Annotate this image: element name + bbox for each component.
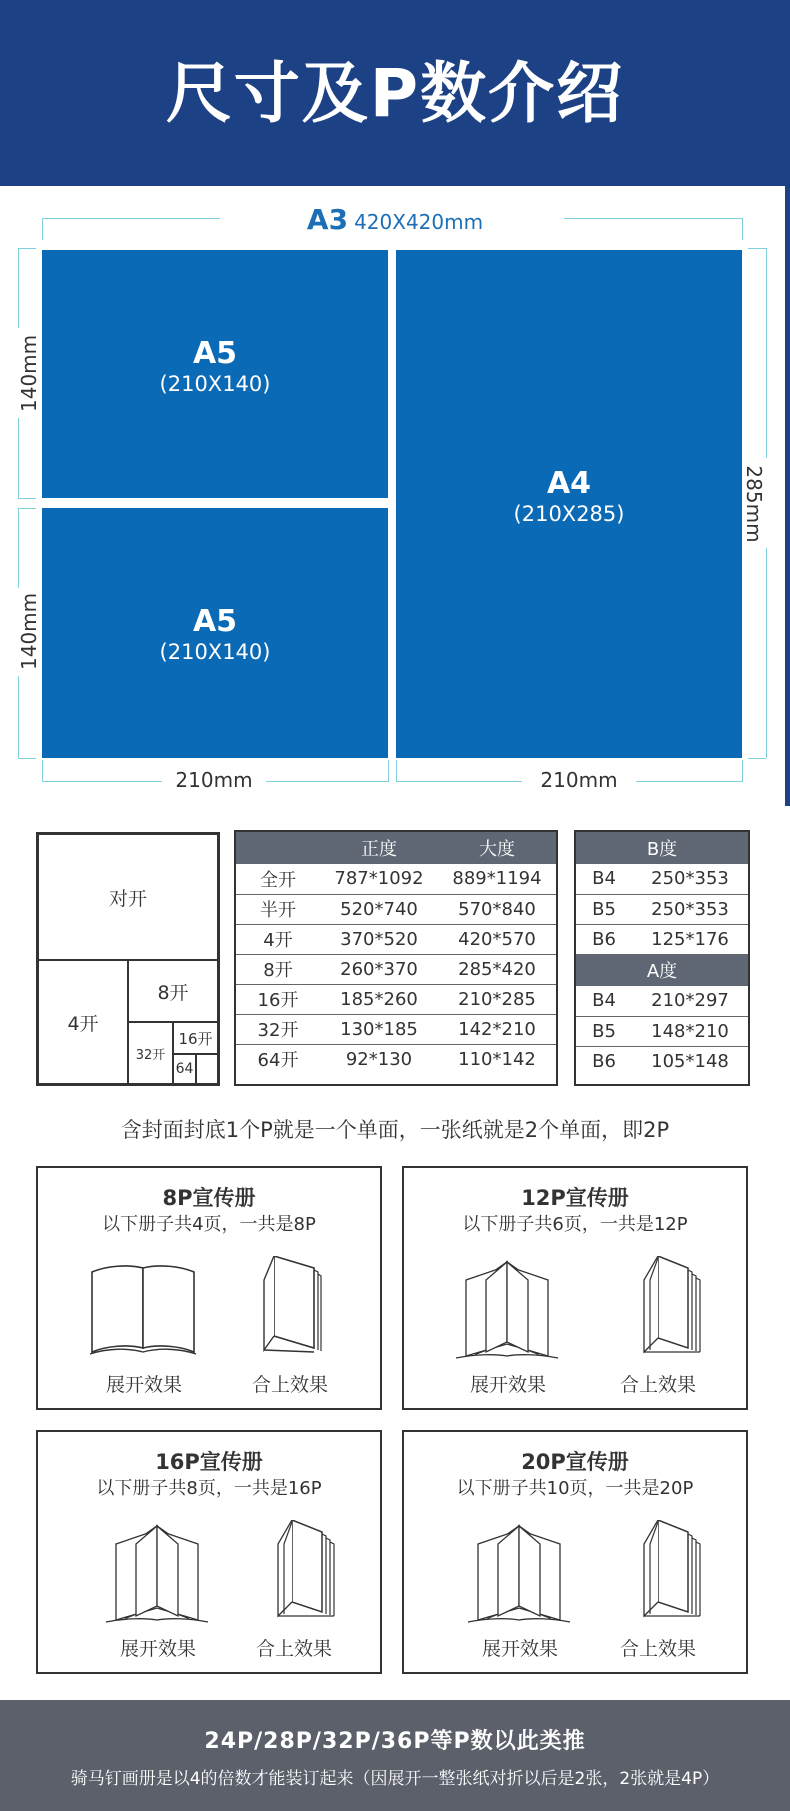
closed-booklet-icon	[630, 1520, 706, 1620]
fold-diagram	[36, 832, 220, 1086]
table-cell: 210*297	[632, 986, 748, 1016]
table-cell: 285*420	[438, 954, 556, 984]
fold-sixteenth: 16开	[173, 1022, 218, 1054]
closed-booklet-icon	[264, 1520, 340, 1620]
table-row	[576, 1046, 748, 1076]
table-header	[576, 832, 748, 864]
bracket-line	[766, 548, 767, 758]
booklet-20p	[402, 1430, 748, 1674]
table-cell: 520*740	[320, 894, 438, 924]
table-cell: 110*142	[458, 1048, 536, 1070]
table-row	[576, 986, 748, 1016]
table-header	[576, 954, 748, 986]
booklet-title: 8P宣传册	[162, 1186, 256, 1210]
a3-label	[0, 203, 790, 236]
fold-thirtysecond: 32开	[128, 1022, 173, 1084]
table-cell: 32开	[236, 1014, 320, 1044]
footer-text: 骑马钉画册是以4的倍数才能装订起来（因展开一整张纸对折以后是2张，2张就是4P）	[70, 1769, 720, 1789]
bracket-line	[42, 781, 162, 782]
size-table	[236, 832, 556, 1074]
booklet-title: 16P宣传册	[155, 1450, 263, 1474]
table-header	[236, 832, 556, 864]
table-cell: 全开	[236, 864, 320, 894]
footer-title: 24P/28P/32P/36P等P数以此类推	[204, 1729, 586, 1754]
table-row	[236, 1014, 556, 1044]
fold-sixtyfourth: 64	[173, 1054, 196, 1084]
table-row	[236, 1044, 556, 1074]
table-header-cell: 正度	[320, 832, 438, 864]
bracket-line	[766, 248, 767, 458]
panel-size: (210X140)	[159, 372, 271, 396]
bracket-tick	[18, 498, 36, 499]
table-cell: 半开	[236, 894, 320, 924]
booklet-12p	[402, 1166, 748, 1410]
table-row	[236, 924, 556, 954]
table-row	[236, 984, 556, 1014]
booklet-16p	[36, 1430, 382, 1674]
a3-size: 420X420mm	[354, 210, 484, 234]
dim-left-bottom: 140mm	[17, 592, 41, 670]
table-cell: 250*353	[632, 864, 748, 894]
closed-effect-label: 合上效果	[251, 1374, 328, 1396]
booklet-8p	[36, 1166, 382, 1410]
open-booklet-icon	[102, 1522, 214, 1626]
table-cell: 420*570	[438, 924, 556, 954]
panel-size: (210X140)	[159, 640, 271, 664]
bracket-tick	[396, 760, 397, 782]
closed-effect-label: 合上效果	[255, 1638, 332, 1660]
closed-effect-label: 合上效果	[619, 1374, 696, 1396]
dim-bottom-right: 210mm	[540, 768, 618, 792]
table-row	[576, 924, 748, 954]
bracket-line	[18, 418, 19, 498]
booklet-title: 20P宣传册	[521, 1450, 629, 1474]
table-cell: 130*185	[320, 1014, 438, 1044]
booklet-subtitle: 以下册子共8页，一共是16P	[96, 1478, 322, 1499]
closed-booklet-icon	[254, 1256, 330, 1356]
table-cell: 64开	[257, 1050, 299, 1072]
footer-banner	[0, 1700, 790, 1811]
table-header-cell: 大度	[438, 832, 556, 864]
closed-effect-label: 合上效果	[619, 1638, 696, 1660]
closed-booklet-icon	[630, 1256, 706, 1356]
panel-name: A5	[192, 336, 238, 371]
table-row	[576, 864, 748, 894]
table-cell: 105*148	[651, 1050, 729, 1072]
panel-a4	[396, 250, 742, 758]
bracket-line	[396, 781, 522, 782]
table-cell: 210*285	[438, 984, 556, 1014]
open-effect-label: 展开效果	[469, 1374, 546, 1396]
b-a-table	[576, 832, 748, 1076]
a3-name: A3	[306, 203, 349, 236]
table-cell: 889*1194	[438, 864, 556, 894]
bracket-tick	[18, 248, 36, 249]
table-header-cell	[236, 832, 320, 864]
booklet-subtitle: 以下册子共10页，一共是20P	[456, 1478, 694, 1499]
panel-size: (210X285)	[513, 502, 625, 526]
table-cell: B6	[592, 1050, 616, 1072]
right-edge-rule	[785, 186, 790, 806]
table-cell: 185*260	[320, 984, 438, 1014]
table-cell: 16开	[236, 984, 320, 1014]
open-booklet-icon	[452, 1258, 564, 1362]
fold-eighth: 8开	[128, 960, 218, 1022]
dim-bottom-left: 210mm	[175, 768, 253, 792]
table-cell: 4开	[236, 924, 320, 954]
open-effect-label: 展开效果	[105, 1374, 182, 1396]
bracket-tick	[18, 508, 36, 509]
table-row	[576, 894, 748, 924]
panel-name: A4	[546, 466, 592, 501]
dim-left-top: 140mm	[17, 334, 41, 412]
fold-blank	[196, 1054, 218, 1084]
bracket-tick	[388, 760, 389, 782]
open-booklet-icon	[88, 1258, 200, 1362]
bracket-line	[18, 508, 19, 588]
table-cell: 787*1092	[320, 864, 438, 894]
open-effect-label: 展开效果	[119, 1638, 196, 1660]
bracket-tick	[742, 760, 743, 782]
table-row	[236, 864, 556, 894]
booklet-subtitle: 以下册子共4页，一共是8P	[102, 1214, 316, 1235]
b-header: B度	[576, 832, 748, 864]
bracket-line	[18, 676, 19, 758]
panel-a5-top	[42, 250, 388, 498]
table-cell: 260*370	[320, 954, 438, 984]
booklet-title: 12P宣传册	[521, 1186, 629, 1210]
a-header: A度	[576, 954, 748, 986]
header-banner	[0, 0, 790, 186]
page-title: 尺寸及P数介绍	[165, 55, 625, 132]
bracket-line	[18, 248, 19, 328]
table-cell: 370*520	[320, 924, 438, 954]
table-row	[236, 954, 556, 984]
table-cell: 125*176	[632, 924, 748, 954]
panel-name: A5	[192, 604, 238, 639]
table-cell: B5	[576, 1016, 632, 1046]
bracket-line	[636, 781, 742, 782]
booklet-subtitle: 以下册子共6页，一共是12P	[462, 1214, 688, 1235]
p-count-note: 含封面封底1个P就是一个单面，一张纸就是2个单面，即2P	[120, 1118, 670, 1142]
table-cell: 250*353	[632, 894, 748, 924]
fold-quarter: 4开	[38, 960, 128, 1084]
table-row	[576, 1016, 748, 1046]
table-cell: B4	[576, 864, 632, 894]
dim-right: 285mm	[742, 465, 766, 543]
table-cell: B4	[576, 986, 632, 1016]
bracket-tick	[42, 760, 43, 782]
table-cell: B5	[576, 894, 632, 924]
open-booklet-icon	[464, 1522, 576, 1626]
table-cell: 142*210	[438, 1014, 556, 1044]
table-cell: 92*130	[345, 1048, 413, 1070]
fold-half: 对开	[38, 834, 218, 960]
bracket-line	[266, 781, 388, 782]
bracket-tick	[748, 248, 766, 249]
bracket-tick	[748, 758, 766, 759]
bracket-tick	[18, 758, 36, 759]
table-cell: B6	[576, 924, 632, 954]
open-effect-label: 展开效果	[481, 1638, 558, 1660]
table-cell: 570*840	[438, 894, 556, 924]
table-row	[236, 894, 556, 924]
panel-a5-bottom	[42, 508, 388, 758]
table-cell: 8开	[236, 954, 320, 984]
table-cell: 148*210	[632, 1016, 748, 1046]
